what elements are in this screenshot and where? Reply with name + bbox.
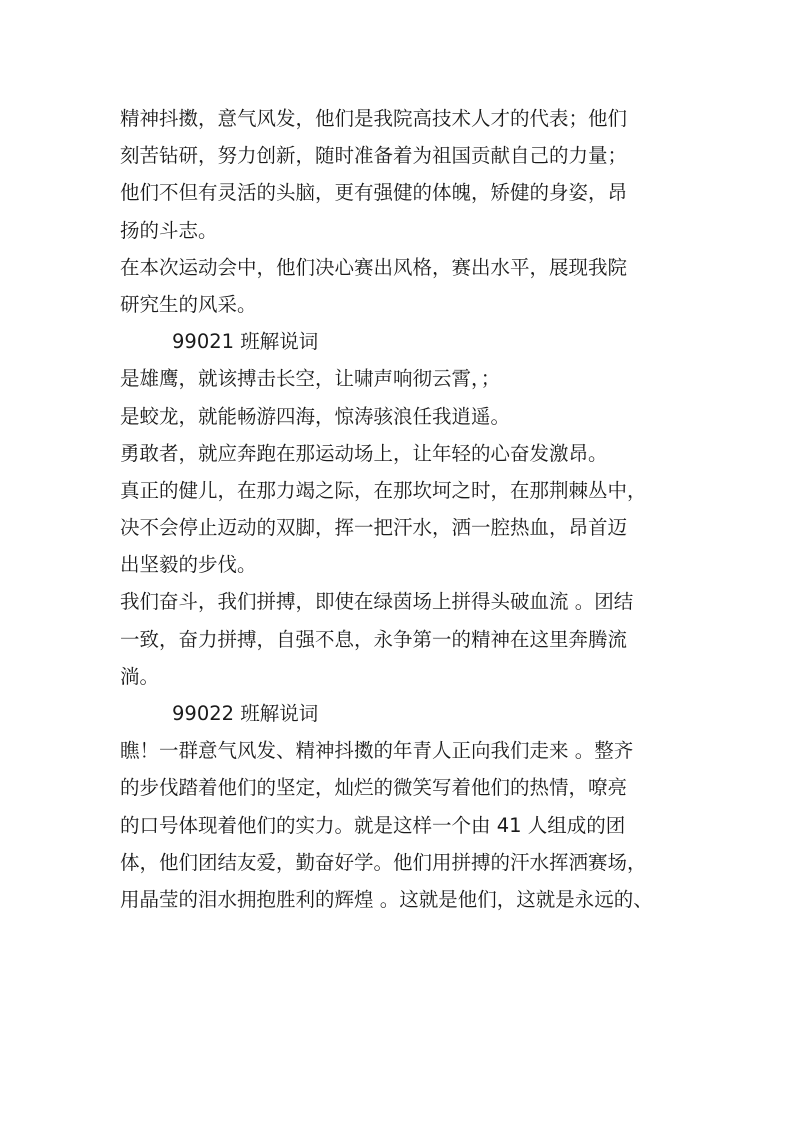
paragraph-line: 勇敢者，就应奔跑在那运动场上，让年轻的心奋发激昂。: [120, 441, 608, 465]
section-heading: 99021 班解说词: [172, 330, 319, 354]
paragraph-line: 刻苦钻研，努力创新，随时准备着为祖国贡献自己的力量；: [120, 144, 628, 168]
document-body: [120, 100, 680, 918]
paragraph-line: 淌。: [120, 664, 160, 688]
paragraph-line: 瞧！一群意气风发、精神抖擞的年青人正向我们走来 。整齐: [120, 739, 634, 763]
paragraph-line: 扬的斗志。: [120, 218, 218, 242]
paragraph-line: 研究生的风采。: [120, 292, 257, 316]
paragraph-line: 一致，奋力拼搏，自强不息，永争第一的精神在这里奔腾流: [120, 627, 628, 651]
paragraph-line: 的口号体现着他们的实力。就是这样一个由 41 人组成的团: [120, 813, 626, 837]
paragraph-line: 决不会停止迈动的双脚，挥一把汗水，洒一腔热血，昂首迈: [120, 516, 628, 540]
paragraph-line: 的步伐踏着他们的坚定，灿烂的微笑写着他们的热情，嘹亮: [120, 776, 628, 800]
paragraph-line: 出坚毅的步伐。: [120, 553, 257, 577]
paragraph-line: 在本次运动会中，他们决心赛出风格，赛出水平，展现我院: [120, 255, 628, 279]
paragraph-line: 真正的健儿，在那力竭之际，在那坎坷之时，在那荆棘丛中，: [120, 478, 647, 502]
paragraph-line: 是雄鹰，就该搏击长空，让啸声响彻云霄，；: [120, 367, 501, 391]
paragraph-line: 精神抖擞，意气风发，他们是我院高技术人才的代表；他们: [120, 107, 628, 130]
paragraph-line: 是蛟龙，就能畅游四海，惊涛骇浪任我逍遥。: [120, 404, 511, 428]
paragraph-line: 我们奋斗，我们拼搏，即使在绿茵场上拼得头破血流 。团结: [120, 590, 634, 614]
paragraph-line: 体，他们团结友爱，勤奋好学。他们用拼搏的汗水挥洒赛场，: [120, 850, 647, 874]
paragraph-line: 他们不但有灵活的头脑，更有强健的体魄，矫健的身姿，昂: [120, 181, 628, 205]
section-heading: 99022 班解说词: [172, 702, 319, 725]
paragraph-line: 用晶莹的泪水拥抱胜利的辉煌 。这就是他们，这就是永远的、: [120, 887, 653, 911]
